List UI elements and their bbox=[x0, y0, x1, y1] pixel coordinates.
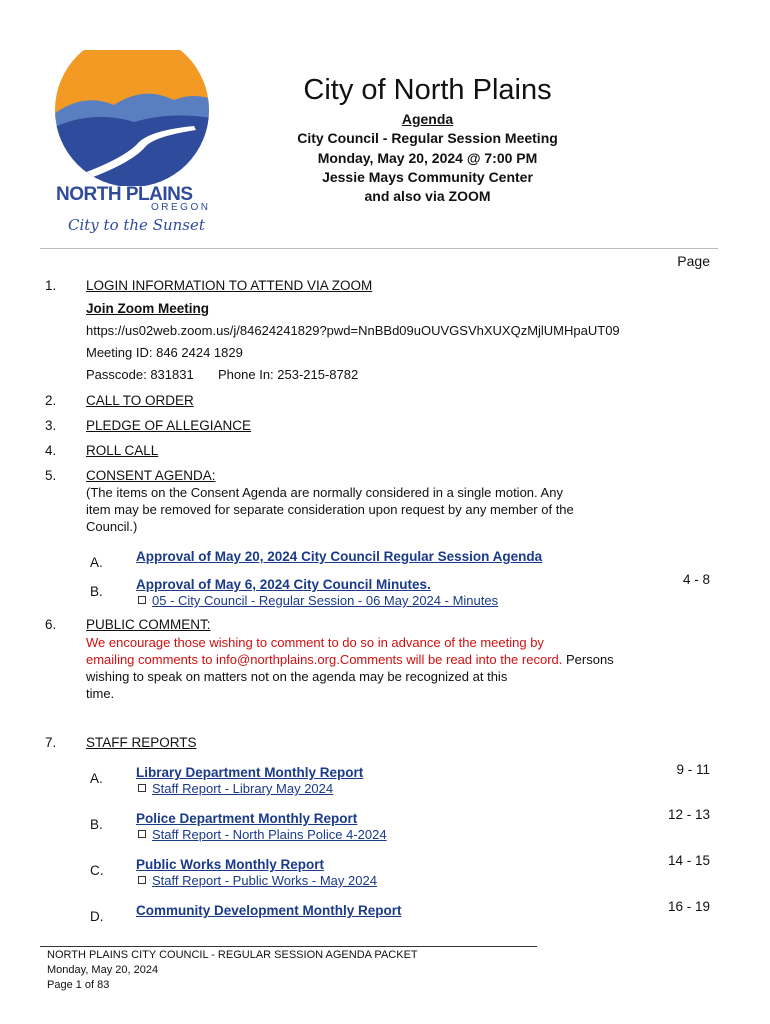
subitem-letter: B. bbox=[90, 817, 103, 832]
page-range: 16 - 19 bbox=[667, 899, 710, 914]
item-number: 4. bbox=[45, 443, 57, 458]
zoom-url[interactable]: https://us02web.zoom.us/j/84624241829?pwd=NnBBd09uOUVGSVhXUXQzMjlUMHpaUT09 bbox=[86, 323, 620, 338]
page-range: 4 - 8 bbox=[682, 572, 710, 587]
north-plains-logo bbox=[44, 50, 224, 245]
item-pledge: PLEDGE OF ALLEGIANCE bbox=[86, 418, 252, 433]
footer-page-number: Page 1 of 83 bbox=[47, 979, 110, 991]
subitem-community-dev-report[interactable]: Community Development Monthly Report bbox=[136, 903, 402, 918]
attachment-link[interactable]: Staff Report - North Plains Police 4-2024 bbox=[152, 827, 387, 842]
item-roll-call: ROLL CALL bbox=[86, 443, 159, 458]
checkbox-icon bbox=[138, 784, 146, 792]
footer-divider bbox=[40, 946, 537, 947]
item-number: 7. bbox=[45, 735, 57, 750]
subitem-letter: B. bbox=[90, 584, 103, 599]
page-range: 9 - 11 bbox=[676, 762, 710, 777]
subitem-letter: A. bbox=[90, 555, 103, 570]
subitem-approve-agenda[interactable]: Approval of May 20, 2024 City Council Regular Session Agenda bbox=[136, 549, 543, 564]
public-comment-line bbox=[86, 651, 614, 668]
footer-date: Monday, May 20, 2024 bbox=[47, 964, 159, 976]
meeting-id: Meeting ID: 846 2424 1829 bbox=[86, 345, 243, 360]
public-comment-red-text: emailing comments to info@northplains.org.Comments will be read into the record. bbox=[86, 652, 563, 667]
attachment-link[interactable]: Staff Report - Library May 2024 bbox=[152, 781, 334, 796]
item-number: 3. bbox=[45, 418, 57, 433]
checkbox-icon bbox=[138, 876, 146, 884]
item-call-to-order: CALL TO ORDER bbox=[86, 393, 194, 408]
public-comment-red-line: We encourage those wishing to comment to do so in advance of the meeting by bbox=[86, 635, 544, 650]
passcode: Passcode: 831831 bbox=[86, 367, 194, 382]
phone-in: Phone In: 253-215-8782 bbox=[218, 367, 359, 382]
meeting-zoom-note: and also via ZOOM bbox=[364, 188, 491, 204]
attachment-library[interactable] bbox=[138, 781, 333, 796]
checkbox-icon bbox=[138, 830, 146, 838]
page-column-header: Page bbox=[677, 253, 710, 269]
public-comment-line: time. bbox=[86, 686, 115, 701]
subitem-public-works-report[interactable]: Public Works Monthly Report bbox=[136, 857, 325, 872]
logo-state: OREGON bbox=[151, 202, 211, 213]
public-comment-black-text: Persons bbox=[562, 652, 614, 667]
attachment-minutes[interactable] bbox=[138, 593, 498, 608]
header-divider bbox=[40, 248, 718, 249]
logo-name: NORTH PLAINS bbox=[56, 184, 193, 205]
page-range: 14 - 15 bbox=[667, 853, 710, 868]
item-consent-agenda: CONSENT AGENDA: bbox=[86, 468, 216, 483]
item-zoom-title: LOGIN INFORMATION TO ATTEND VIA ZOOM bbox=[86, 278, 373, 293]
item-number: 2. bbox=[45, 393, 57, 408]
attachment-public-works[interactable] bbox=[138, 873, 377, 888]
meeting-date: Monday, May 20, 2024 @ 7:00 PM bbox=[317, 150, 538, 166]
attachment-link[interactable]: 05 - City Council - Regular Session - 06 May 2024 - Minutes bbox=[152, 593, 499, 608]
meeting-type: City Council - Regular Session Meeting bbox=[297, 130, 558, 146]
item-number: 6. bbox=[45, 617, 57, 632]
subitem-letter: A. bbox=[90, 771, 103, 786]
item-public-comment: PUBLIC COMMENT: bbox=[86, 617, 211, 632]
consent-desc-line: item may be removed for separate consideration upon request by any member of the bbox=[86, 502, 574, 517]
checkbox-icon bbox=[138, 596, 146, 604]
subitem-library-report[interactable]: Library Department Monthly Report bbox=[136, 765, 364, 780]
item-number: 1. bbox=[45, 278, 57, 293]
footer-packet-title: NORTH PLAINS CITY COUNCIL - REGULAR SESSION AGENDA PACKET bbox=[47, 949, 418, 961]
logo-tagline: City to the Sunset bbox=[68, 216, 205, 234]
subitem-police-report[interactable]: Police Department Monthly Report bbox=[136, 811, 358, 826]
subitem-letter: D. bbox=[90, 909, 104, 924]
join-zoom-link[interactable]: Join Zoom Meeting bbox=[86, 301, 209, 316]
agenda-heading: Agenda bbox=[401, 111, 454, 127]
attachment-link[interactable]: Staff Report - Public Works - May 2024 bbox=[152, 873, 377, 888]
attachment-police[interactable] bbox=[138, 827, 387, 842]
subitem-letter: C. bbox=[90, 863, 104, 878]
consent-desc-line: (The items on the Consent Agenda are normally considered in a single motion. Any bbox=[86, 485, 563, 500]
page-range: 12 - 13 bbox=[667, 807, 710, 822]
item-staff-reports: STAFF REPORTS bbox=[86, 735, 197, 750]
public-comment-line: wishing to speak on matters not on the agenda may be recognized at this bbox=[86, 669, 508, 684]
page-title: City of North Plains bbox=[303, 74, 552, 106]
item-number: 5. bbox=[45, 468, 57, 483]
meeting-location: Jessie Mays Community Center bbox=[322, 169, 533, 185]
consent-desc-line: Council.) bbox=[86, 519, 138, 534]
subitem-approve-minutes[interactable]: Approval of May 6, 2024 City Council Minutes. bbox=[136, 577, 431, 592]
